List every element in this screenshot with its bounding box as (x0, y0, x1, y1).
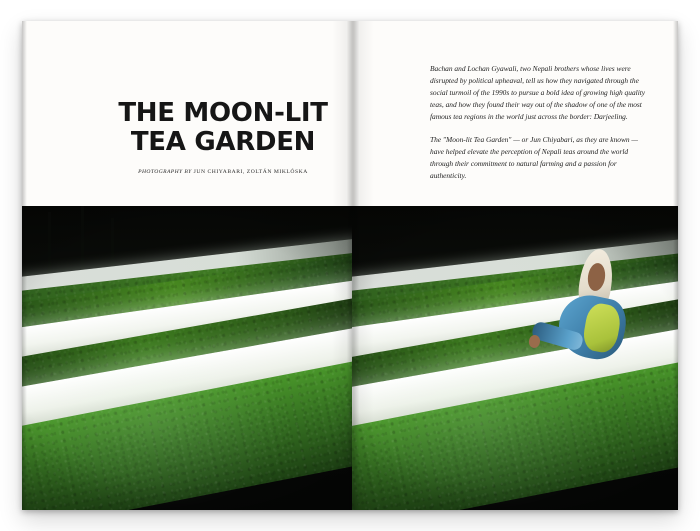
photography-credit (108, 169, 338, 175)
intro-paragraph-1: Bachan and Lochan Gyawali, two Nepali brothers whose lives were disrupted by political upheaval, tell us how they navigated through the social turmoil of the 1990s to pursue a bold idea of growing high quality teas, and how they found their way out of the shadow of one of the most famous tea regions in the world just across the border: Darjeeling. (430, 64, 646, 121)
headline-line-2: TEA GARDEN (130, 127, 316, 158)
headline-line-1: THE MOON-LIT (118, 98, 328, 128)
intro-copy (430, 63, 646, 193)
magazine-spread (22, 21, 678, 510)
credit-label: PHOTOGRAPHY BY (138, 169, 192, 175)
photo-image-right (352, 206, 678, 510)
left-page-photo (22, 206, 352, 510)
photo-image-left (22, 206, 352, 510)
intro-paragraph-2: The "Moon-lit Tea Garden" — or Jun Chiyabari, as they are known — have helped elevate the perception of Nepali teas around the world through their commitment to natural farming and a passion for authenticity. (430, 134, 639, 180)
page-title (108, 99, 338, 157)
tea-worker-figure (554, 249, 639, 389)
credit-names: JUN CHIYABARI, ZOLTÁN MIKLÓSKA (193, 169, 308, 175)
right-page (352, 21, 678, 510)
right-page-photo (352, 206, 678, 510)
left-page (22, 21, 352, 510)
